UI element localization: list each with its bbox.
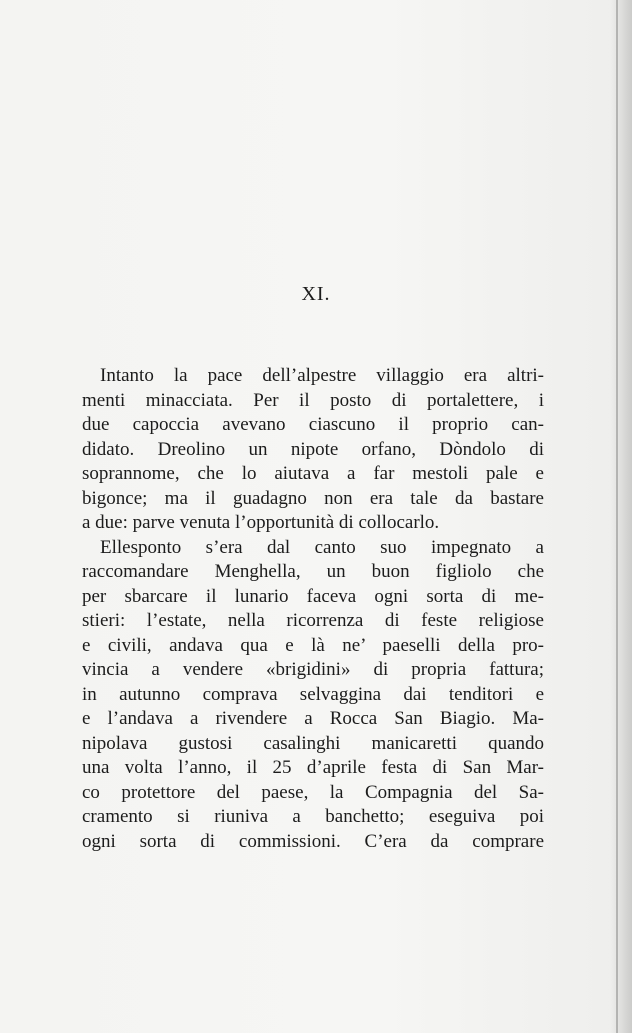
page-edge-line bbox=[616, 0, 618, 1033]
text-line: vincia a vendere «brigidini» di propria fattura; bbox=[82, 659, 544, 680]
text-line: in autunno comprava selvaggina dai tenditori e bbox=[82, 683, 544, 705]
text-line: soprannome, che lo aiutava a far mestoli pale e bbox=[82, 463, 544, 484]
text-line: didato. Dreolino un nipote orfano, Dòndolo di bbox=[82, 438, 544, 460]
body-text bbox=[82, 364, 544, 854]
text-line: Ellesponto s’era dal canto suo impegnato a bbox=[100, 536, 544, 558]
text-line: per sbarcare il lunario faceva ogni sorta di me- bbox=[82, 585, 544, 607]
text-line: cramento si riuniva a banchetto; eseguiva poi bbox=[82, 806, 544, 827]
text-line: due capoccia avevano ciascuno il proprio can- bbox=[82, 414, 544, 435]
text-line: a due: parve venuta l’opportunità di collocarlo. bbox=[82, 512, 440, 533]
text-line: bigonce; ma il guadagno non era tale da bastare bbox=[82, 487, 544, 509]
text-line: co protettore del paese, la Compagnia del Sa- bbox=[82, 781, 544, 803]
text-line: nipolava gustosi casalinghi manicaretti quando bbox=[82, 732, 544, 754]
text-line: e l’andava a rivendere a Rocca San Biagio. Ma- bbox=[82, 708, 544, 729]
text-line: stieri: l’estate, nella ricorrenza di feste religiose bbox=[82, 610, 544, 631]
chapter-title: XI. bbox=[301, 283, 331, 305]
text-line: Intanto la pace dell’alpestre villaggio era altri- bbox=[100, 365, 544, 386]
text-line: ogni sorta di commissioni. C’era da comprare bbox=[82, 830, 544, 852]
text-line: e civili, andava qua e là ne’ paeselli della pro- bbox=[82, 634, 544, 656]
text-line: menti minacciata. Per il posto di portalettere, i bbox=[82, 389, 544, 411]
text-line: raccomandare Menghella, un buon figliolo che bbox=[82, 561, 544, 582]
page-edge-shadow bbox=[610, 0, 632, 1033]
text-line: una volta l’anno, il 25 d’aprile festa di San Mar- bbox=[82, 757, 544, 778]
